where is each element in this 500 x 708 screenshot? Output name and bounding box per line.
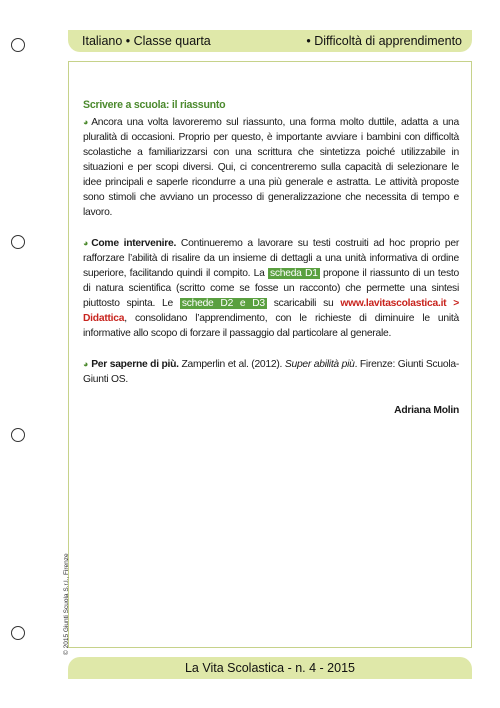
header-topic: • Difficoltà di apprendimento	[306, 34, 462, 48]
how-text-4: , consolidano l’apprendimento, con le richieste di diminuire le unità informative allo scopo di forzare il passaggio dal particolare al generale.	[83, 313, 459, 339]
more-text-2: . Firenze: Giunti Scuola-Giunti OS.	[83, 359, 460, 385]
intro-paragraph	[83, 115, 459, 220]
header-subject: Italiano • Classe quarta	[82, 34, 211, 48]
how-text-3: scaricabili su	[266, 298, 341, 309]
more-text-1: Zamperlin et al. (2012).	[178, 359, 285, 370]
how-text-2: propone il riassunto di un testo di natura scientifica (scritto come se fosse un racconto) che permette una sintesi piuttosto spinta. Le	[83, 268, 459, 309]
schede-d2-d3-highlight: schede D2 e D3	[181, 298, 265, 309]
how-paragraph	[83, 236, 459, 341]
bullet-icon: ◕	[83, 359, 89, 369]
how-text-1: Continueremo a lavorare su testi costruiti ad hoc proprio per rafforzare l’abilità di risalire da un insieme di dettagli a una unità informativa di ordine superiore, facilitando quindi il compito. La	[83, 238, 460, 279]
article	[83, 98, 459, 418]
copyright-text: © 2015 Giunti Scuola S.r.l., Firenze	[63, 553, 70, 655]
footer-text: La Vita Scolastica - n. 4 - 2015	[184, 661, 355, 675]
page-header	[68, 30, 472, 52]
intro-text: Ancora una volta lavoreremo sul riassunto, una forma molto duttile, adatta a una pluralità di occasioni. Proprio per questo, è importante avviare i bambini con difficoltà scolastiche a familiarizzarsi con una scrittura che sintetizza poiché utilizzabile in situazioni e per scopi diversi. Qui, ci concentreremo sulla capacità di selezionare le idee principali e saperle ricondurre a una più generale e astratta. Le attività proposte sono stimoli che avviano un processo di generalizzazione che necessita di tempo e lavoro.	[83, 117, 459, 218]
binder-hole	[11, 38, 25, 52]
binder-hole	[11, 235, 25, 249]
more-paragraph	[83, 357, 459, 387]
bullet-icon: ◕	[83, 238, 89, 248]
author-name: Adriana Molin	[394, 405, 459, 416]
more-lead: Per saperne di più.	[91, 359, 179, 370]
website-link[interactable]: www.lavitascolastica.it > Didattica	[83, 298, 459, 324]
binder-hole	[11, 626, 25, 640]
page-footer	[68, 657, 472, 679]
scheda-d1-highlight: scheda D1	[269, 268, 318, 279]
article-title: Scrivere a scuola: il riassunto	[83, 99, 226, 111]
book-title: Super abilità più	[284, 359, 355, 370]
bullet-icon: ◕	[83, 117, 89, 127]
how-lead: Come intervenire.	[91, 238, 177, 249]
binder-hole	[11, 428, 25, 442]
